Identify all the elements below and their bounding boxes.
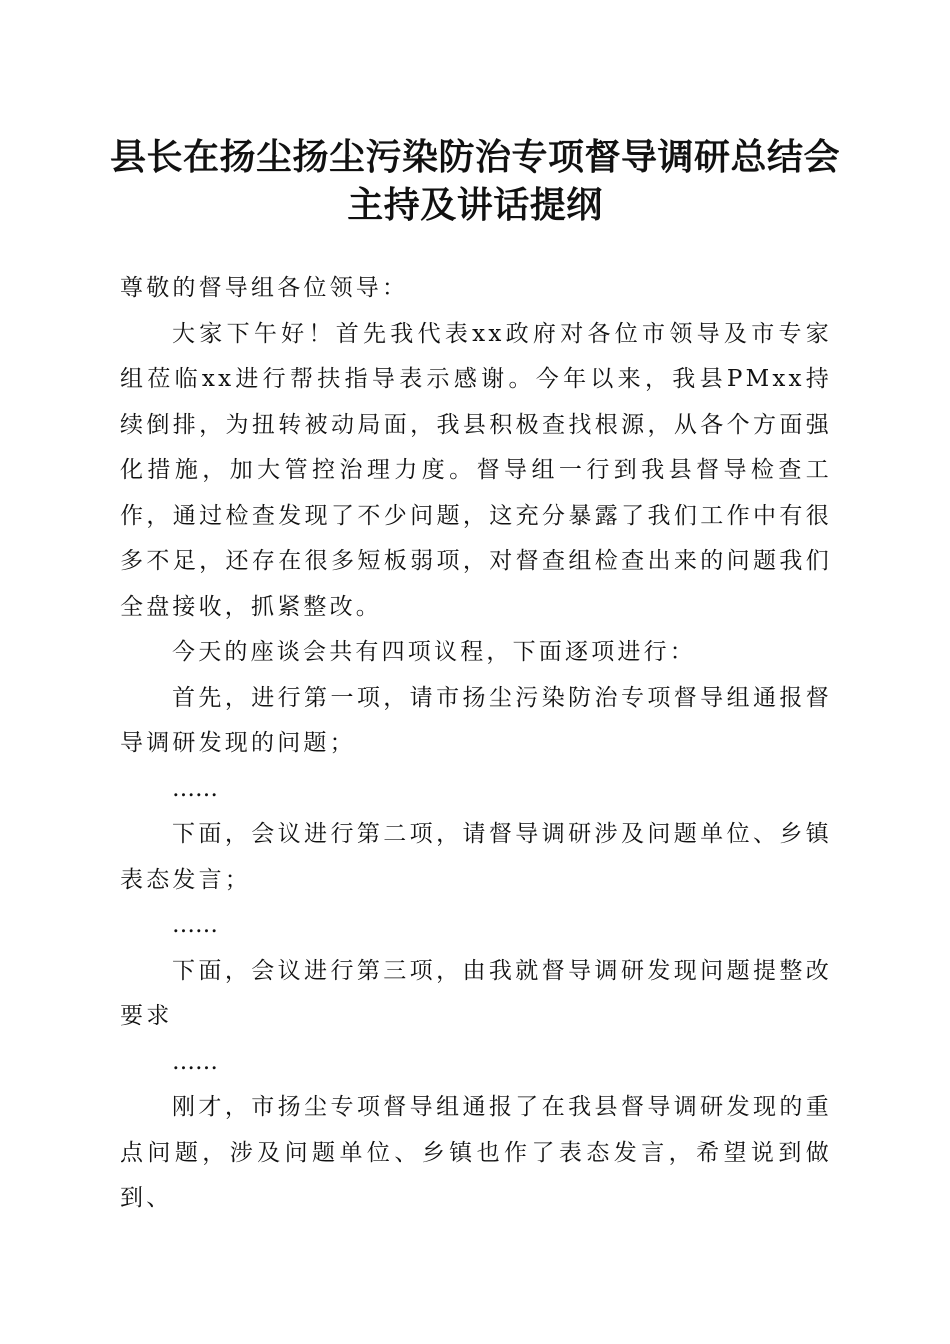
paragraph-item-3: 下面，会议进行第三项，由我就督导调研发现问题提整改要求	[120, 957, 832, 1029]
paragraph-item-1: 首先，进行第一项，请市扬尘污染防治专项督导组通报督导调研发现的问题；	[120, 684, 832, 756]
ellipsis-2: ……	[172, 912, 218, 938]
paragraph-summary: 刚才，市扬尘专项督导组通报了在我县督导调研发现的重点问题，涉及问题单位、乡镇也作了表态发言，希望说到做到、	[120, 1094, 832, 1211]
paragraph-opening: 大家下午好！首先我代表xx政府对各位市领导及市专家组莅临xx进行帮扶指导表示感谢。今年以来，我县PMxx持续倒排，为扭转被动局面，我县积极查找根源，从各个方面强化措施，加大管控治理力度。督导组一行到我县督导检查工作，通过检查发现了不少问题，这充分暴露了我们工作中有很多不足，还存在很多短板弱项，对督查组检查出来的问题我们全盘接收，抓紧整改。	[120, 320, 832, 620]
paragraph-item-2: 下面，会议进行第二项，请督导调研涉及问题单位、乡镇表态发言；	[120, 821, 832, 893]
paragraph-agenda: 今天的座谈会共有四项议程，下面逐项进行：	[172, 639, 696, 665]
document-title-line-1: 县长在扬尘扬尘污染防治专项督导调研总结会	[109, 137, 840, 178]
ellipsis-3: ……	[172, 1048, 218, 1075]
salutation: 尊敬的督导组各位领导：	[120, 275, 409, 301]
document-body	[120, 266, 832, 1222]
document-title-line-2: 主持及讲话提纲	[347, 185, 603, 226]
ellipsis-1: ……	[172, 775, 218, 802]
